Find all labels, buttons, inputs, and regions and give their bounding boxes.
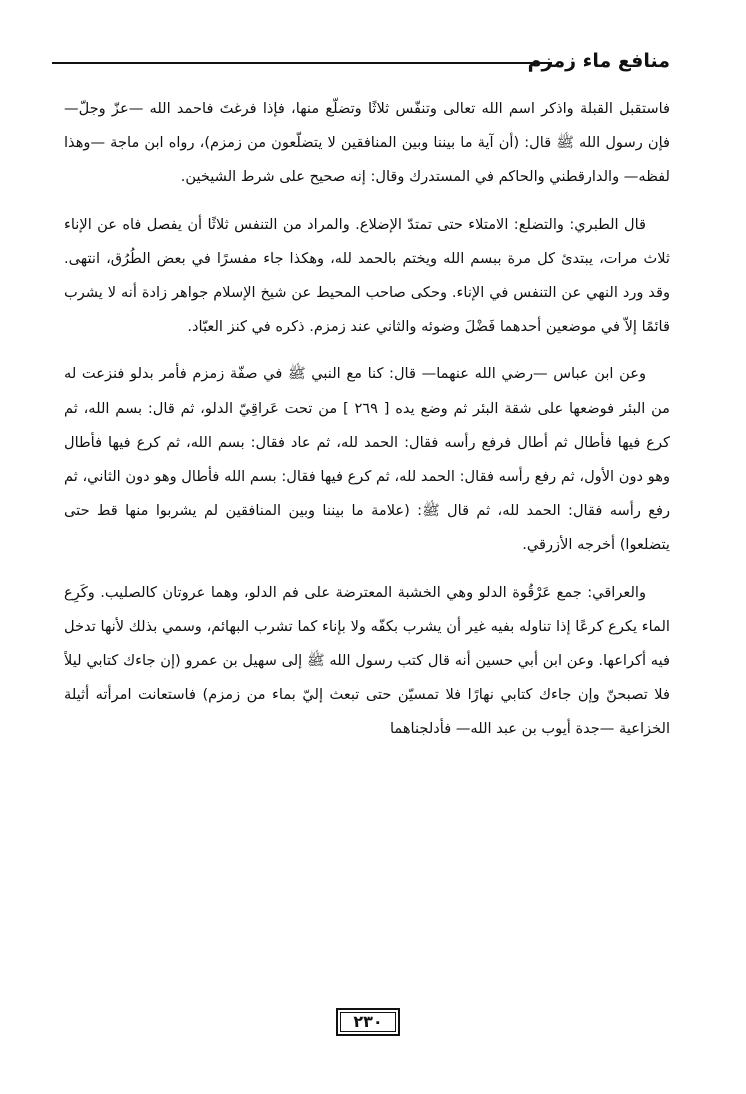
paragraph: وعن ابن عباس —رضي الله عنهما— قال: كنا مع النبي ﷺ في صفّة زمزم فأمر بدلو فنزعت له من البئر فوضعها على شقة البئر ثم وضع يده [ ٢٦٩ ] من تحت عَراقِيّ الدلو، ثم قال: بسم الله، ثم كرع فيها فأطال ثم أطال فرفع رأسه فقال: الحمد لله، ثم عاد فقال: بسم الله، ثم كرع فيها فأطال وهو دون الأول، ثم رفع رأسه فقال: الحمد لله، ثم كرع فيها فقال: بسم الله فأطال وهو دون الثاني، ثم رفع رأسه فقال: الحمد لله، ثم قال ﷺ: (علامة ما بيننا وبين المنافقين لم يشربوا منها قط حتى يتضلعوا) أخرجه الأزرقي. bbox=[64, 365, 670, 554]
page-number: ٢٣٠ bbox=[353, 1012, 383, 1031]
paragraph: فاستقبل القبلة واذكر اسم الله تعالى وتنفّس ثلاثًا وتضلّع منها، فإذا فرغتَ فاحمد الله —عزّ وجلّ— فإن رسول الله ﷺ قال: (أن آية ما بيننا وبين المنافقين لا يتضلّعون من زمزم)، رواه ابن ماجة —وهذا لفظه— والدارقطني والحاكم في المستدرك وقال: إنه صحيح على شرط الشيخين. bbox=[64, 100, 670, 186]
header-title: منافع ماء زمزم bbox=[527, 50, 670, 72]
header-rule bbox=[52, 62, 552, 64]
body-text bbox=[64, 92, 670, 932]
paragraph: والعراقي: جمع عَرْقُوة الدلو وهي الخشبة المعترضة على فم الدلو، وهما عروتان كالصليب. وكَرِع الماء يكرع كرعًا إذا تناوله بفيه غير أن يشرب بكفّه ولا بإناء كما تشرب البهائم، وسمي بذلك لأنها تدخل فيه أكراعها. وعن ابن أبي حسين أنه قال كتب رسول الله ﷺ إلى سهيل بن عمرو (إن جاءك كتابي ليلاً فلا تصبحنّ وإن جاءك كتابي نهارًا فلا تمسيّن حتى تبعث إليّ بماء من زمزم) فاستعانت امرأته أثيلة الخزاعية —جدة أيوب بن عبد الله— فأدلجناهما bbox=[64, 583, 670, 738]
paragraph: قال الطبري: والتضلع: الامتلاء حتى تمتدّ الإضلاع. والمراد من التنفس ثلاثًا أن يفصل فاه عن الإناء ثلاث مرات، يبتدئ كل مرة ببسم الله ويختم بالحمد لله، وهكذا جاء مفسرًا في بعض الطُرُق، انتهى. وقد ورد النهي عن التنفس في الإناء. وحكى صاحب المحيط عن شيخ الإسلام جواهر زادة أنه لا يشرب قائمًا إلاّ في موضعين أحدهما فَضْلَ وضوئه والثاني عند زمزم. ذكره في كنز العبّاد. bbox=[64, 215, 670, 336]
page-number-box bbox=[336, 1008, 400, 1036]
running-header bbox=[52, 48, 670, 78]
